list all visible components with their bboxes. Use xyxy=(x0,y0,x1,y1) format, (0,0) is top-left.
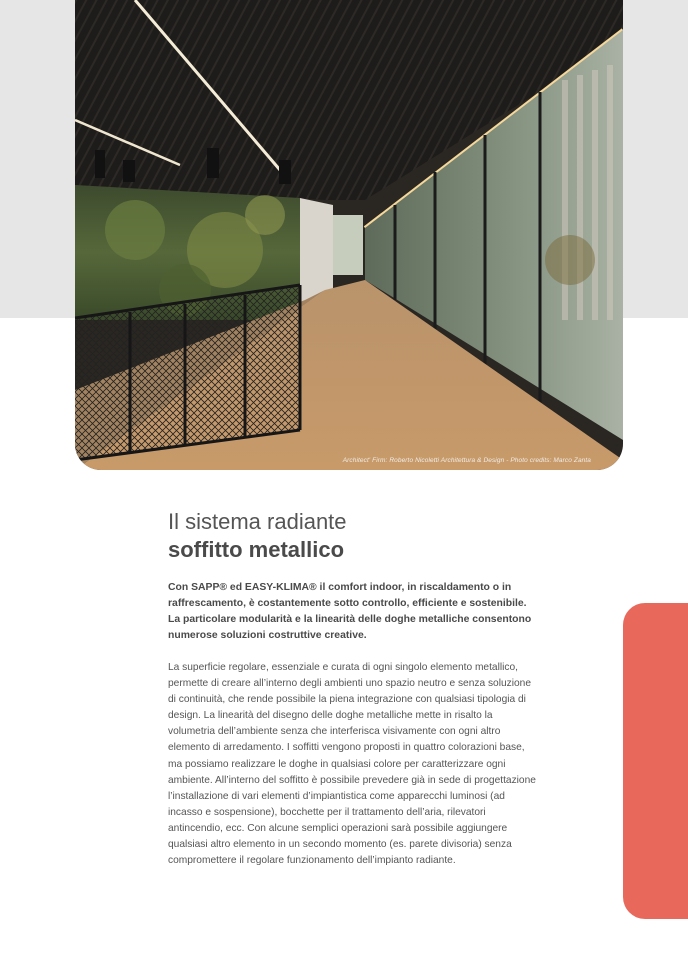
accent-side-tab xyxy=(623,603,688,919)
title-light-line: Il sistema radiante xyxy=(168,509,347,534)
corridor-illustration xyxy=(75,0,623,470)
photo-credit: Architect' Firm: Roberto Nicoletti Architettura & Design - Photo credits: Marco Zanta xyxy=(342,457,591,464)
body-paragraph: La superficie regolare, essenziale e curata di ogni singolo elemento metallico, permette di creare all’interno degli ambienti uno spazio neutro e senza soluzione di continuità, che rende possibile la piena integrazione con qualsiasi tipologia di design. La linearità del disegno delle doghe metalliche mette in risalto la volumetria dell’ambiente senza che interferisca visivamente con ogni altro elemento di arredamento. I soffitti vengono proposti in quattro colorazioni base, ma possiamo realizzare le doghe in qualsiasi colore per caratterizzare ogni ambiente. All’interno del soffitto è possibile prevedere già in sede di progettazione l’installazione di vari elementi d’impiantistica come apparecchi luminosi (ad incasso e sospensione), bocchette per il trattamento dell’aria, rilevatori antincendio, ecc. Con alcune semplici operazioni sarà possibile aggiungere qualsiasi altro elemento in un secondo momento (es. parete divisoria) senza compromettere il regolare funzionamento dell’impianto radiante. xyxy=(168,662,536,867)
page-title xyxy=(168,508,347,564)
corridor-photo xyxy=(75,0,623,470)
lead-paragraph: Con SAPP® ed EASY-KLIMA® il comfort indoor, in riscaldamento o in raffrescamento, è costantemente sotto controllo, efficiente e sostenibile. La particolare modularità e la linearità delle doghe metalliche consentono numerose soluzioni costruttive creative. xyxy=(168,582,532,641)
title-bold-line: soffitto metallico xyxy=(168,537,345,562)
